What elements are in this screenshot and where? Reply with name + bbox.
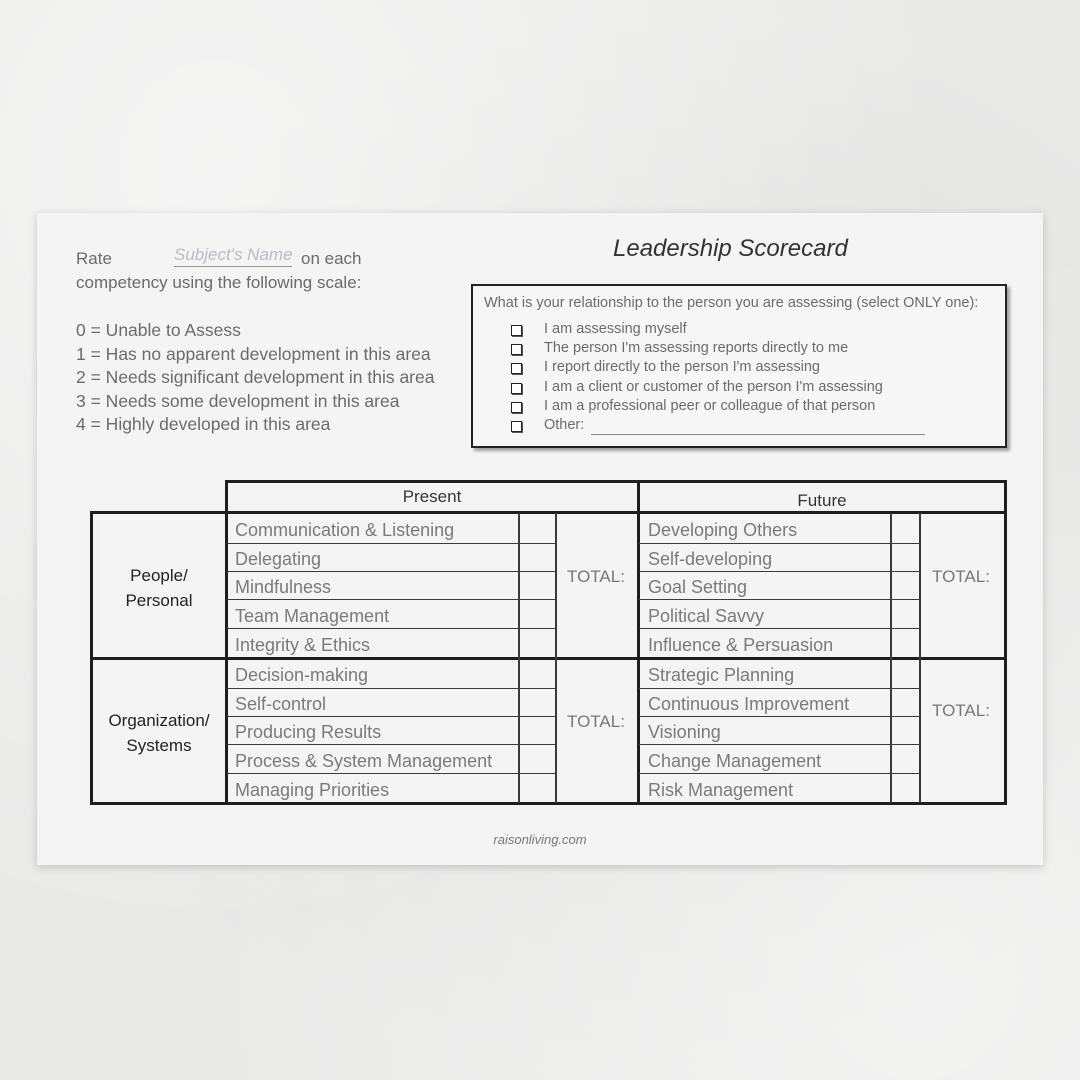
competency-cell: Delegating: [235, 549, 322, 569]
row-line: [639, 773, 920, 774]
competency-cell: Influence & Persuasion: [648, 635, 834, 655]
option-label: I report directly to the person I'm assessing: [544, 359, 820, 375]
footer-url: raisonliving.com: [493, 832, 587, 847]
row-line: [227, 628, 556, 629]
competency-cell: Visioning: [648, 722, 721, 742]
table-top-border: [225, 480, 1007, 483]
score-cell[interactable]: [520, 573, 554, 598]
total-label: TOTAL:: [567, 567, 625, 586]
competency-cell: Team Management: [235, 606, 390, 626]
score-cell[interactable]: [520, 690, 554, 715]
competency-cell: Risk Management: [648, 780, 794, 800]
row-line: [227, 571, 556, 572]
row-line: [227, 744, 556, 745]
competency-cell: Producing Results: [235, 722, 382, 742]
score-col-right: [555, 513, 557, 803]
row-line: [227, 543, 556, 544]
scorecard-card: [37, 213, 1043, 865]
group-label-organization: [93, 708, 225, 758]
score-cell[interactable]: [892, 746, 918, 772]
score-cell[interactable]: [892, 775, 918, 801]
row-line: [639, 744, 920, 745]
competency-cell: Managing Priorities: [235, 780, 390, 800]
score-cell[interactable]: [520, 775, 554, 801]
table-left-top: [90, 511, 227, 514]
scale-item: 3 = Needs some development in this area: [76, 390, 400, 411]
relationship-box: [471, 284, 1007, 448]
checkbox[interactable]: [511, 363, 522, 374]
page-title: Leadership Scorecard: [613, 235, 848, 262]
present-header: Present: [402, 487, 462, 506]
relationship-question: What is your relationship to the person you are assessing (select ONLY one):: [484, 295, 979, 311]
group-label-people: [93, 563, 225, 613]
rating-scale: [76, 319, 434, 437]
row-line: [227, 688, 556, 689]
group-label-line: Personal: [125, 591, 193, 610]
table-left-border: [90, 511, 93, 805]
competency-cell: Change Management: [648, 751, 822, 771]
score-cell[interactable]: [520, 746, 554, 772]
competency-cell: Communication & Listening: [235, 520, 455, 540]
row-line: [227, 599, 556, 600]
competency-cell: Continuous Improvement: [648, 694, 850, 714]
score-cell[interactable]: [520, 718, 554, 743]
group-label-line: Organization/: [108, 711, 210, 730]
other-input-line[interactable]: [591, 434, 925, 435]
row-line: [227, 716, 556, 717]
total-label: TOTAL:: [567, 712, 625, 731]
score-cell[interactable]: [892, 690, 918, 715]
score-cell[interactable]: [520, 660, 554, 687]
competency-cell: Goal Setting: [648, 577, 748, 597]
option-label: Other:: [544, 417, 585, 433]
competency-cell: Mindfulness: [235, 577, 332, 597]
score-cell[interactable]: [892, 573, 918, 598]
checkbox[interactable]: [511, 344, 522, 355]
option-label: I am a client or customer of the person I'm assessing: [544, 379, 883, 395]
rate-instruction-line2: competency using the following scale:: [76, 273, 362, 292]
score-cell[interactable]: [892, 601, 918, 627]
rate-suffix: on each: [301, 249, 362, 268]
competency-cell: Political Savvy: [648, 606, 765, 626]
score-cell[interactable]: [892, 630, 918, 656]
competency-cell: Decision-making: [235, 665, 369, 685]
score-cell[interactable]: [520, 514, 554, 542]
row-line: [639, 571, 920, 572]
option-label: I am assessing myself: [544, 321, 687, 337]
competency-cell: Integrity & Ethics: [235, 635, 371, 655]
rate-instruction: [76, 245, 362, 269]
option-label: The person I'm assessing reports directly to me: [544, 340, 849, 356]
checkbox[interactable]: [511, 383, 522, 394]
row-line: [639, 688, 920, 689]
total-label: TOTAL:: [932, 701, 990, 720]
score-cell[interactable]: [892, 514, 918, 542]
competency-cell: Process & System Management: [235, 751, 493, 771]
competency-cell: Self-control: [235, 694, 327, 714]
row-line: [639, 716, 920, 717]
scale-item: 4 = Highly developed in this area: [76, 414, 331, 434]
total-label: TOTAL:: [932, 567, 990, 586]
score-cell[interactable]: [520, 630, 554, 656]
competency-cell: Self-developing: [648, 549, 773, 569]
rate-prefix: Rate: [76, 249, 112, 268]
score-cell[interactable]: [520, 601, 554, 627]
scale-item: 0 = Unable to Assess: [76, 320, 241, 340]
competency-cell: Strategic Planning: [648, 665, 795, 685]
score-cell[interactable]: [892, 718, 918, 743]
score-cell[interactable]: [892, 660, 918, 687]
row-line: [639, 628, 920, 629]
checkbox[interactable]: [511, 325, 522, 336]
score-cell[interactable]: [892, 545, 918, 570]
table-right-border: [1004, 480, 1007, 805]
score-col-right: [919, 513, 921, 803]
option-label: I am a professional peer or colleague of that person: [544, 398, 876, 414]
present-future-divider: [637, 480, 640, 805]
score-cell[interactable]: [520, 545, 554, 570]
future-header: Future: [797, 491, 847, 510]
label-column-divider: [225, 480, 228, 805]
subject-name-field[interactable]: Subject's Name: [174, 245, 292, 267]
row-line: [639, 543, 920, 544]
checkbox[interactable]: [511, 402, 522, 413]
row-line: [639, 599, 920, 600]
scale-item: 2 = Needs significant development in this area: [76, 367, 435, 387]
checkbox[interactable]: [511, 421, 522, 432]
scale-item: 1 = Has no apparent development in this area: [76, 343, 431, 364]
group-label-line: Systems: [126, 736, 192, 755]
competency-cell: Developing Others: [648, 520, 798, 540]
row-line: [227, 773, 556, 774]
group-label-line: People/: [130, 566, 188, 585]
